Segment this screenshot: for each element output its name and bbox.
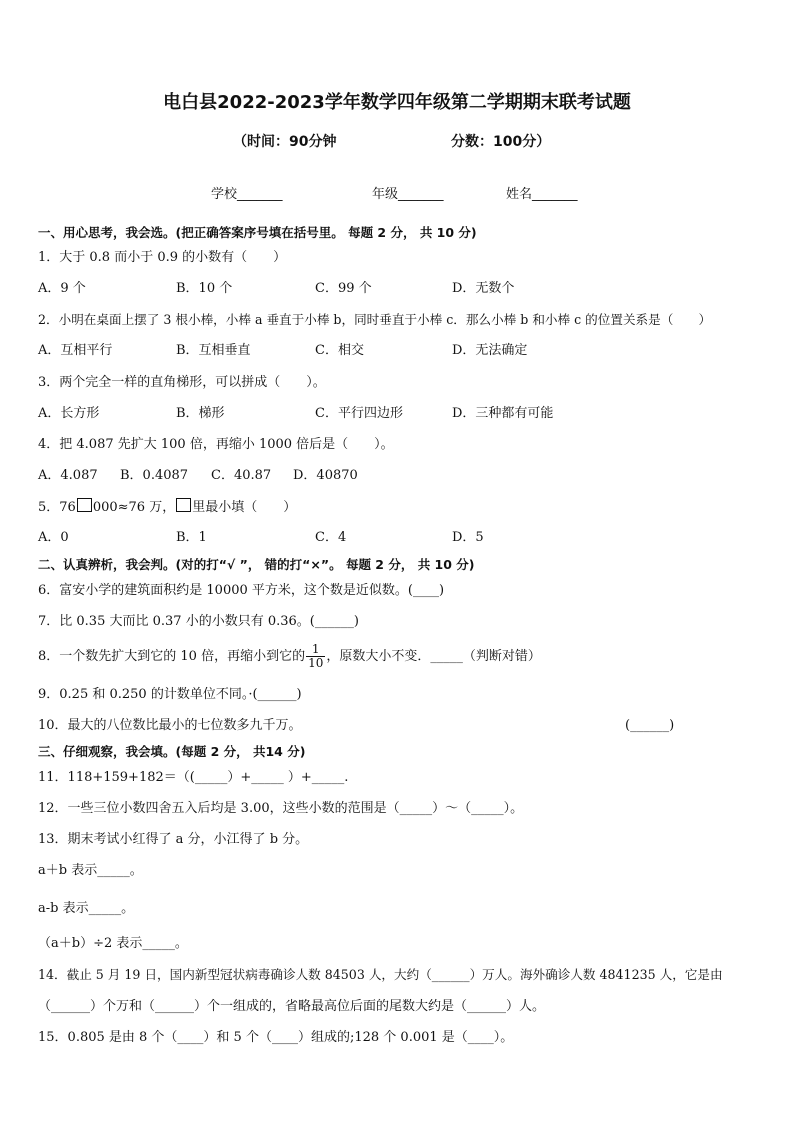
q4-option-d[interactable]: D．40870 [293, 468, 358, 483]
q2-option-a[interactable]: A．互相平行 [38, 343, 113, 358]
q5-option-d[interactable]: D．5 [452, 530, 484, 545]
time-label: （时间：90分钟 [233, 134, 337, 150]
question-13: 13．期末考试小红得了 a 分，小江得了 b 分。 [38, 832, 309, 847]
section-3-heading: 三、仔细观察，我会填。(每题 2 分， 共14 分) [38, 744, 306, 759]
q8-text-a: 8．一个数先扩大到它的 10 倍，再缩小到它的 [38, 649, 306, 664]
question-14-line-2: （______）个万和（______）个一组成的，省略最高位后面的尾数大约是（______）人。 [38, 999, 546, 1014]
q1-option-a[interactable]: A．9 个 [38, 281, 86, 296]
q3-option-b[interactable]: B．梯形 [176, 406, 225, 421]
question-1: 1．大于 0.8 而小于 0.9 的小数有（ ） [38, 250, 287, 265]
fraction [306, 643, 325, 670]
question-8 [38, 640, 541, 674]
q5-option-a[interactable]: A．0 [38, 530, 69, 545]
question-12: 12．一些三位小数四舍五入后均是 3.00，这些小数的范围是（_____）～（_____）。 [38, 801, 524, 816]
q2-option-c[interactable]: C．相交 [315, 343, 364, 358]
q8-text-b: ，原数大小不变．_____（判断对错） [326, 649, 541, 664]
question-11: 11．118+159+182＝（(_____）+_____ ）+_____. [38, 770, 349, 785]
question-14-line-1: 14．截止 5 月 19 日，国内新型冠状病毒确诊人数 84503 人，大约（______）万人。海外确诊人数 4841235 人，它是由 [38, 967, 723, 982]
question-2: 2．小明在桌面上摆了 3 根小棒，小棒 a 垂直于小棒 b，同时垂直于小棒 c．那么小棒 b 和小棒 c 的位置关系是（ ） [38, 312, 712, 327]
q1-option-c[interactable]: C．99 个 [315, 281, 372, 296]
q4-option-c[interactable]: C．40.87 [211, 468, 272, 483]
q2-option-b[interactable]: B．互相垂直 [176, 343, 251, 358]
fraction-denominator: 10 [308, 656, 324, 670]
q10-answer-blank[interactable]: (______) [625, 718, 675, 733]
q5-option-c[interactable]: C．4 [315, 530, 347, 545]
q1-option-b[interactable]: B．10 个 [176, 281, 233, 296]
question-9: 9．0.25 和 0.250 的计数单位不同。·(______) [38, 687, 302, 702]
page-title: 电白县2022-2023学年数学四年级第二学期期末联考试题 [163, 92, 631, 113]
question-15: 15．0.805 是由 8 个（____）和 5 个（____）组成的;128 个 0.001 是（____）。 [38, 1030, 514, 1045]
section-1-heading: 一、用心思考，我会选。(把正确答案序号填在括号里。 每题 2 分， 共 10 分) [38, 225, 477, 240]
question-5 [38, 498, 296, 517]
school-field[interactable]: 学校_______ [211, 187, 283, 202]
q2-option-d[interactable]: D．无法确定 [452, 343, 528, 358]
q5-text-a: 5．76 [38, 500, 76, 515]
score-label: 分数：100分） [451, 134, 551, 150]
blank-box-icon [176, 498, 191, 512]
q4-option-a[interactable]: A．4.087 [38, 468, 98, 483]
question-13-part-a: a＋b 表示_____。 [38, 863, 143, 878]
question-10: 10．最大的八位数比最小的七位数多九千万。 [38, 718, 302, 733]
question-13-part-b: a-b 表示_____。 [38, 901, 135, 916]
grade-field[interactable]: 年级_______ [372, 187, 444, 202]
blank-box-icon [77, 498, 92, 512]
question-4: 4．把 4.087 先扩大 100 倍，再缩小 1000 倍后是（ ）。 [38, 437, 394, 452]
q4-option-b[interactable]: B．0.4087 [120, 468, 189, 483]
q1-option-d[interactable]: D．无数个 [452, 281, 515, 296]
q3-option-c[interactable]: C．平行四边形 [315, 406, 403, 421]
question-6: 6．富安小学的建筑面积约是 10000 平方米，这个数是近似数。(____) [38, 583, 445, 598]
q5-text-c: 里最小填（ ） [192, 500, 297, 515]
question-13-part-c: （a＋b）÷2 表示_____。 [38, 936, 188, 951]
q3-option-a[interactable]: A．长方形 [38, 406, 100, 421]
fraction-numerator: 1 [306, 643, 325, 657]
q5-option-b[interactable]: B．1 [176, 530, 207, 545]
q5-text-b: 000≈76 万， [92, 500, 176, 515]
question-3: 3．两个完全一样的直角梯形，可以拼成（ ）。 [38, 375, 326, 390]
section-2-heading: 二、认真辨析，我会判。(对的打“√ ”， 错的打“×”。 每题 2 分， 共 10 分) [38, 557, 475, 572]
question-7: 7．比 0.35 大而比 0.37 小的小数只有 0.36。(______) [38, 614, 359, 629]
q3-option-d[interactable]: D．三种都有可能 [452, 406, 554, 421]
name-field[interactable]: 姓名_______ [506, 187, 578, 202]
